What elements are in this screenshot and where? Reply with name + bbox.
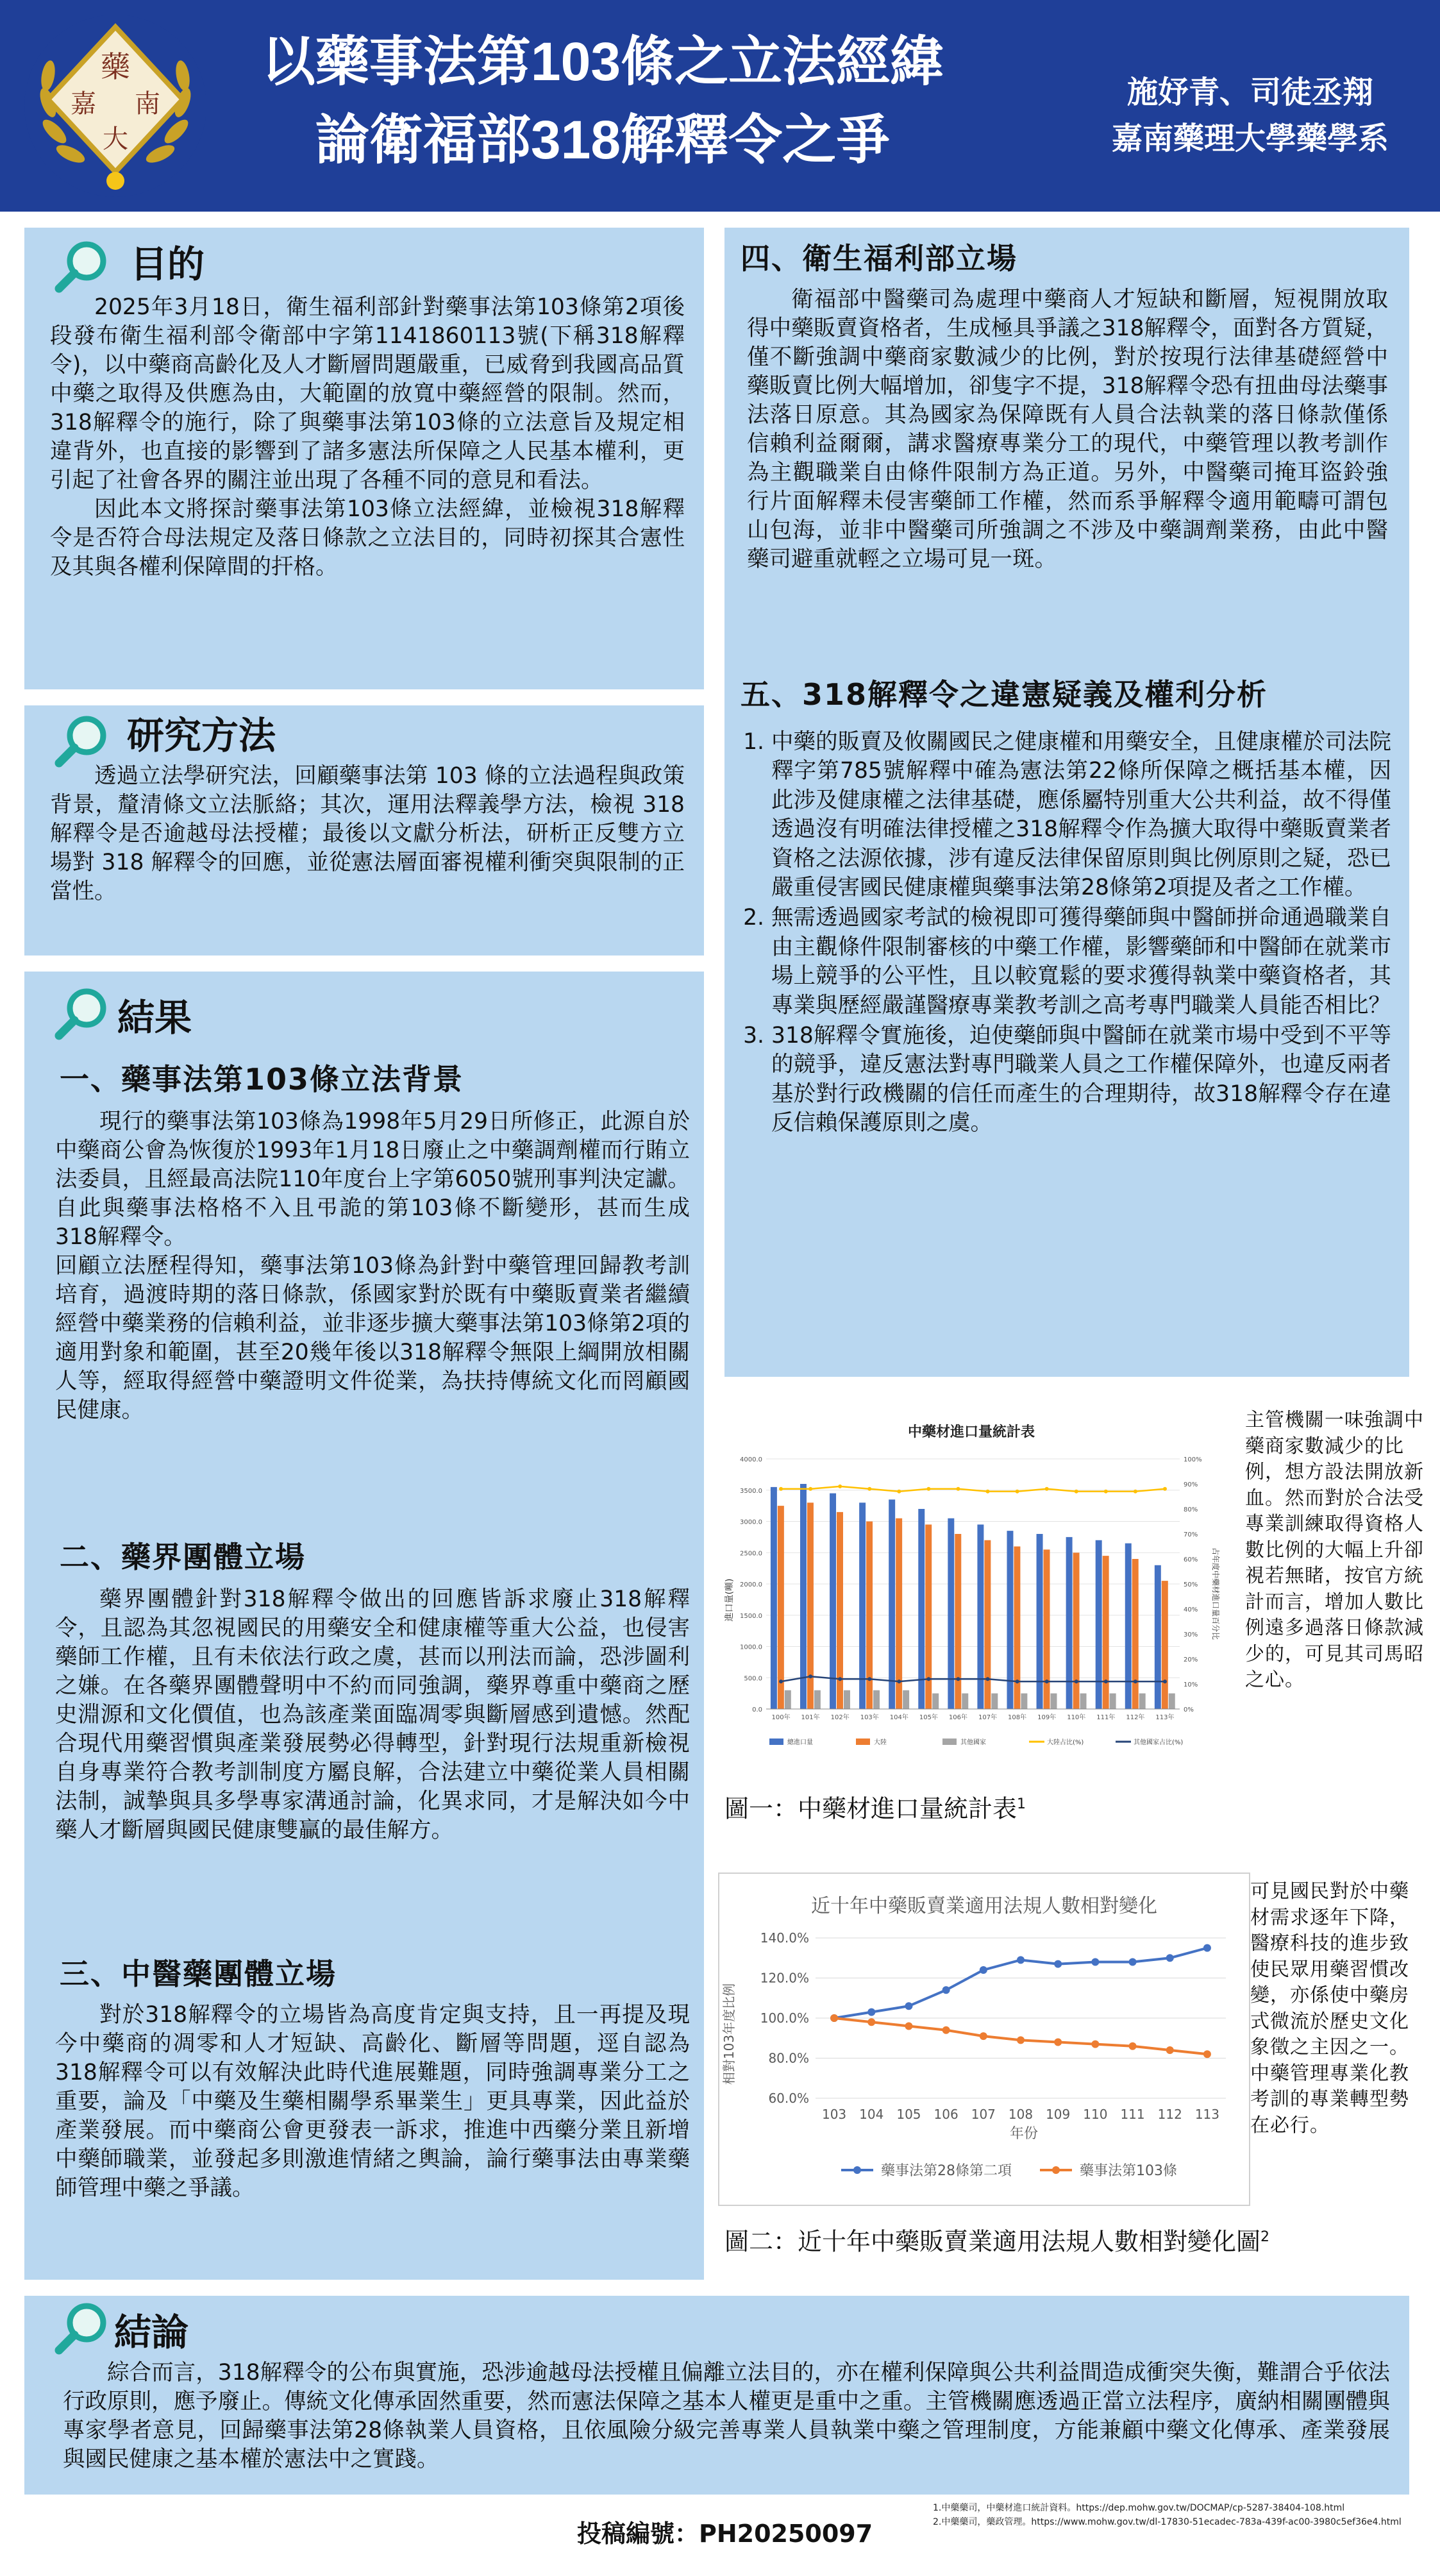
chart1-bar-1 xyxy=(830,1494,836,1709)
chart1-bar-2 xyxy=(1132,1559,1139,1709)
chart1-bar-1 xyxy=(948,1519,954,1709)
chart1-point-2 xyxy=(1045,1679,1049,1683)
purpose-text xyxy=(50,293,685,582)
chart2-point-1 xyxy=(1017,1956,1025,1964)
chart1-y2-tick: 80% xyxy=(1184,1506,1198,1513)
chart2-point-1 xyxy=(980,1966,987,1974)
chart1-bar-3 xyxy=(991,1694,998,1709)
chart2-y-tick: 140.0% xyxy=(760,1930,809,1946)
chart1-y-tick: 2000.0 xyxy=(740,1581,762,1588)
chart1-bar-3 xyxy=(903,1690,909,1709)
university-logo xyxy=(22,13,208,199)
magnifier-icon xyxy=(51,234,115,298)
logo-char-right: 南 xyxy=(135,89,160,119)
results-heading: 結果 xyxy=(117,996,192,1040)
chart1-y-tick: 0.0 xyxy=(752,1706,762,1713)
chart1-bar-2 xyxy=(1103,1556,1109,1709)
chart1-bar-1 xyxy=(1037,1534,1043,1709)
chart2-point-2 xyxy=(980,2032,987,2040)
chart1-x-tick: 113年 xyxy=(1155,1714,1175,1721)
chart1-x-tick: 107年 xyxy=(978,1714,998,1721)
chart2-point-1 xyxy=(1091,1958,1099,1966)
relative-change-chart xyxy=(719,1874,1249,2205)
purpose-paragraph-1: 2025年3月18日，衛生福利部針對藥事法第103條第2項後段發布衛生福利部令衛部中字第1141860113號(下稱318解釋令)，以中藥商高齡化及人才斷層問題嚴重，已威脅到我國高品質中藥之取得及供應為由，大範圍的放寬中藥經營的限制。然而，318解釋令的施行，除了與藥事法第103條的立法意旨及規定相違背外，也直接的影響到了諸多憲法所保障之人民基本權利，更引起了社會各界的關注並出現了各種不同的意見和看法。 xyxy=(50,294,685,493)
chart1-bar-3 xyxy=(1080,1694,1087,1709)
chart2-point-2 xyxy=(1017,2036,1025,2044)
chart1-bar-3 xyxy=(844,1690,850,1709)
chart1-point-2 xyxy=(956,1677,960,1681)
chart1-y-tick: 1000.0 xyxy=(740,1644,762,1651)
chart1-y-tick: 500.0 xyxy=(744,1675,762,1683)
reference-2: 2.中藥藥司，藥政管理。https://www.mohw.gov.tw/dl-17830-51ecadec-783a-439f-ac00-3980c5ef36e4.html xyxy=(933,2517,1402,2527)
mohw-text xyxy=(747,285,1388,574)
chart1-point-1 xyxy=(1016,1490,1019,1494)
chart1-bar-2 xyxy=(984,1540,991,1709)
chart1-bar-3 xyxy=(1110,1694,1116,1709)
chart1-bar-3 xyxy=(1139,1694,1146,1709)
mohw-rights-panel xyxy=(724,228,1409,1377)
rights-item-1: 1. 中藥的販賣及攸關國民之健康權和用藥安全，且健康權於司法院釋字第785號解釋中確為憲法第22條所保障之概括基本權，因此涉及健康權之法律基礎，應係屬特別重大公共利益，故不得僅透過沒有明確法律授權之318解釋令作為擴大取得中藥販賣業者資格之法源依據，涉有違反法律保留原則與比例原則之疑，恐已嚴重侵害國民健康權與藥事法第28條第2項提及者之工作權。 xyxy=(771,728,1391,902)
chart1-bar-3 xyxy=(814,1690,821,1709)
authors: 施妤青、司徒丞翔 xyxy=(1126,74,1373,110)
chart1-bar-1 xyxy=(1125,1544,1132,1709)
chart1-y2-tick: 20% xyxy=(1184,1656,1198,1663)
purpose-heading: 目的 xyxy=(130,242,205,286)
method-heading: 研究方法 xyxy=(127,714,276,757)
magnifier-icon xyxy=(51,981,115,1045)
chart1-legend-swatch xyxy=(856,1738,870,1745)
chart1-y2-tick: 40% xyxy=(1184,1606,1198,1613)
chart1-bar-1 xyxy=(1155,1565,1161,1709)
chart1-x-tick: 100年 xyxy=(771,1714,791,1721)
mohw-paragraph-1: 衛福部中醫藥司為處理中藥商人才短缺和斷層，短視開放取得中藥販賣資格者，生成極具爭議之318解釋令，面對各方質疑，僅不斷強調中藥商家數減少的比例，對於按現行法律基礎經營中藥販賣比例大幅增加，卻隻字不提，318解釋令恐有扭曲母法藥事法落日原意。其為國家為保障既有人員合法執業的落日條款僅係信賴利益爾爾，講求醫療專業分工的現代，中藥管理以教考訓作為主觀職業自由條件限制方為正道。另外，中醫藥司掩耳盜鈴強行片面解釋未侵害藥師工作權，然而系爭解釋令適用範疇可謂包山包海，並非中醫藥司所強調之不涉及中藥調劑業務，由此中醫藥司避重就輕之立場可見一斑。 xyxy=(747,287,1388,572)
chart1-point-2 xyxy=(1134,1679,1137,1683)
import-volume-chart xyxy=(718,1408,1225,1767)
figure2-side-note: 可見國民對於中藥材需求逐年下降，醫療科技的進步致使民眾用藥習慣改變，亦係使中藥房式微流於歷史文化象徵之主因之一。中藥管理專業化教考訓的專業轉型勢在必行。 xyxy=(1250,1880,1409,2137)
chart2-point-1 xyxy=(867,2008,875,2016)
chart2-x-tick: 104 xyxy=(859,2107,884,2122)
chart1-x-tick: 106年 xyxy=(948,1714,968,1721)
chart2-point-1 xyxy=(905,2002,912,2010)
reference-list xyxy=(933,2501,1402,2529)
chart1-y2-tick: 30% xyxy=(1184,1631,1198,1638)
chart2-x-tick: 111 xyxy=(1120,2107,1145,2122)
chart1-x-tick: 103年 xyxy=(860,1714,879,1721)
chart1-bar-3 xyxy=(932,1694,939,1709)
chart1-point-1 xyxy=(838,1485,842,1488)
chart2-x-tick: 105 xyxy=(896,2107,921,2122)
chart1-bar-2 xyxy=(1044,1549,1050,1709)
chart2-point-2 xyxy=(942,2026,950,2034)
chart1-point-1 xyxy=(808,1487,812,1491)
chart1-point-2 xyxy=(779,1679,783,1683)
chart2-point-2 xyxy=(867,2018,875,2026)
chart1-bar-1 xyxy=(859,1503,866,1709)
chart2-title: 近十年中藥販賣業適用法規人數相對變化 xyxy=(811,1895,1157,1917)
chart2-y-tick: 60.0% xyxy=(768,2091,809,2106)
figure2-caption-ref: 2 xyxy=(1260,2229,1270,2245)
chart1-bar-2 xyxy=(1073,1553,1080,1709)
chart1-y2-tick: 0% xyxy=(1184,1706,1194,1713)
chart1-bar-1 xyxy=(889,1499,895,1709)
chart1-point-1 xyxy=(926,1487,930,1491)
magnifier-icon xyxy=(51,2296,115,2360)
results-section-2 xyxy=(55,1585,690,1845)
chart2-x-tick: 110 xyxy=(1083,2107,1108,2122)
chart2-point-2 xyxy=(905,2023,912,2030)
chart1-y-tick: 2500.0 xyxy=(740,1550,762,1558)
chart1-y-label: 進口量(噸) xyxy=(724,1578,735,1622)
chart1-bar-3 xyxy=(962,1694,968,1709)
rights-item-3: 3. 318解釋令實施後，迫使藥師與中醫師在就業市場中受到不平等的競爭，違反憲法對專門職業人員之工作權保障外，也違反兩者基於對行政機關的信任而產生的合理期待，故318解釋令存在違反信賴保護原則之虞。 xyxy=(771,1022,1391,1138)
results-panel xyxy=(24,972,704,2280)
chart1-x-tick: 112年 xyxy=(1126,1714,1145,1721)
chart1-y2-tick: 10% xyxy=(1184,1681,1198,1688)
chart1-point-2 xyxy=(986,1677,990,1681)
chart1-y2-tick: 100% xyxy=(1184,1456,1202,1463)
poster-title-line1: 以藥事法第103條之立法經緯 xyxy=(261,31,944,92)
poster-title-line2: 論衛福部318解釋令之爭 xyxy=(315,110,891,170)
chart1-point-1 xyxy=(956,1487,960,1491)
chart1-bar-2 xyxy=(955,1534,961,1709)
figure2-caption xyxy=(724,2222,1269,2257)
purpose-panel xyxy=(24,228,704,689)
chart1-point-1 xyxy=(1163,1487,1167,1491)
chart1-bar-2 xyxy=(1014,1547,1020,1710)
chart1-bar-1 xyxy=(771,1487,777,1709)
logo-char-top: 藥 xyxy=(101,49,130,84)
chart2-point-1 xyxy=(942,1986,950,1994)
chart1-bar-1 xyxy=(1066,1537,1073,1709)
chart1-point-1 xyxy=(986,1490,990,1494)
figure2-panel xyxy=(718,1873,1250,2206)
chart1-legend-swatch xyxy=(942,1738,957,1745)
chart1-point-2 xyxy=(1016,1679,1019,1683)
chart1-point-2 xyxy=(808,1674,812,1678)
chart2-y-tick: 120.0% xyxy=(760,1970,809,1986)
chart1-y-tick: 4000.0 xyxy=(740,1456,762,1463)
chart1-point-1 xyxy=(779,1487,783,1491)
logo-char-bottom: 大 xyxy=(103,124,128,154)
chart2-x-tick: 106 xyxy=(933,2107,959,2122)
chart1-point-1 xyxy=(867,1487,871,1491)
chart1-point-1 xyxy=(897,1490,901,1494)
chart2-point-1 xyxy=(1203,1944,1211,1952)
chart1-x-tick: 105年 xyxy=(919,1714,938,1721)
chart1-y-tick: 1500.0 xyxy=(740,1612,762,1620)
chart1-x-tick: 104年 xyxy=(889,1714,908,1721)
chart1-point-1 xyxy=(1104,1490,1108,1494)
method-text xyxy=(50,762,685,906)
chart2-x-tick: 113 xyxy=(1194,2107,1220,2122)
chart1-y2-tick: 70% xyxy=(1184,1531,1198,1538)
chart1-bar-3 xyxy=(1050,1694,1057,1709)
figure2-caption-text: 圖二：近十年中藥販賣業適用法規人數相對變化圖 xyxy=(724,2227,1261,2256)
conclusion-text xyxy=(63,2359,1390,2474)
chart2-point-2 xyxy=(1129,2042,1137,2050)
chart2-x-tick: 108 xyxy=(1008,2107,1034,2122)
chart1-point-1 xyxy=(1134,1490,1137,1494)
chart1-legend-label: 大陸占比(%) xyxy=(1047,1739,1084,1746)
method-panel xyxy=(24,705,704,955)
chart1-point-2 xyxy=(897,1679,901,1683)
chart1-bar-2 xyxy=(1162,1581,1168,1709)
flower-icon xyxy=(106,172,124,190)
figure1-panel xyxy=(718,1408,1225,1767)
chart1-point-2 xyxy=(867,1677,871,1681)
results-subheading-3: 三、中醫藥團體立場 xyxy=(60,1957,337,1991)
chart2-x-label: 年份 xyxy=(1009,2126,1039,2142)
chart1-x-tick: 109年 xyxy=(1037,1714,1057,1721)
results-subheading-2: 二、藥界團體立場 xyxy=(60,1540,306,1574)
chart2-point-1 xyxy=(1166,1954,1174,1962)
conclusion-panel xyxy=(24,2296,1409,2495)
figure1-caption-text: 圖一：中藥材進口量統計表 xyxy=(724,1794,1017,1823)
chart1-x-tick: 102年 xyxy=(830,1714,850,1721)
chart2-x-tick: 103 xyxy=(821,2107,847,2122)
mohw-heading: 四、衛生福利部立場 xyxy=(741,241,1017,276)
poster-header xyxy=(0,0,1440,212)
purpose-paragraph-2: 因此本文將探討藥事法第103條立法經緯，並檢視318解釋令是否符合母法規定及落日條款之立法目的，同時初探其合憲性及其與各權利保障間的扞格。 xyxy=(50,496,685,580)
chart2-y-tick: 100.0% xyxy=(760,2010,809,2026)
chart2-x-tick: 112 xyxy=(1157,2107,1182,2122)
chart1-title: 中藥材進口量統計表 xyxy=(907,1424,1035,1440)
chart2-legend-label: 藥事法第28條第二項 xyxy=(881,2163,1012,2179)
chart1-bar-3 xyxy=(873,1690,880,1709)
figure1-side-note: 主管機關一味強調中藥商家數減少的比例，想方設法開放新血。然而對於合法受專業訓練取得資格人數比例的大幅上升卻視若無睹，按官方統計而言，增加人數比例遠多過落日條款減少的，可見其司馬昭之心。 xyxy=(1245,1409,1424,1691)
chart1-x-tick: 111年 xyxy=(1096,1714,1116,1721)
chart2-legend-marker xyxy=(853,2166,861,2174)
chart2-y-label: 相對103年度比例 xyxy=(721,1983,737,2085)
chart2-y-tick: 80.0% xyxy=(768,2050,809,2066)
chart1-point-1 xyxy=(1045,1487,1049,1491)
chart1-x-tick: 101年 xyxy=(801,1714,820,1721)
logo-char-left: 嘉 xyxy=(71,89,96,119)
chart1-bar-2 xyxy=(925,1524,932,1709)
rights-heading: 五、318解釋令之違憲疑義及權利分析 xyxy=(741,677,1268,712)
chart1-legend-label: 大陸 xyxy=(874,1739,887,1746)
chart1-point-1 xyxy=(1075,1490,1078,1494)
rights-item-2: 2. 無需透過國家考試的檢視即可獲得藥師與中醫師拼命通過職業自由主觀條件限制審核的中藥工作權，影響藥師和中醫師在就業市場上競爭的公平性，且以較寬鬆的要求獲得執業中藥資格者，其專業與歷經嚴謹醫療專業教考訓之高考專門職業人員能否相比？ xyxy=(771,904,1391,1020)
chart1-legend-label: 其他國家 xyxy=(960,1739,986,1746)
results-s1-paragraph-2: 回顧立法歷程得知，藥事法第103條為針對中藥管理回歸教考訓培育，過渡時期的落日條款，係國家對於既有中藥販賣業者繼續經營中藥業務的信賴利益，並非逐步擴大藥事法第103條第2項的適用對象和範圍，甚至20幾年後以318解釋令無限上綱開放相關人等，經取得經營中藥證明文件從業，為扶持傳統文化而罔顧國民健康。 xyxy=(55,1253,690,1423)
chart1-bar-3 xyxy=(1021,1694,1027,1709)
results-section-1 xyxy=(55,1107,690,1425)
method-paragraph-1: 透過立法學研究法，回顧藥事法第 103 條的立法過程與政策背景，釐清條文立法脈絡；其次，運用法釋義學方法，檢視 318 解釋令是否逾越母法授權；最後以文獻分析法，研析正反雙方立場對 318 解釋令的回應，並從憲法層面審視權利衝突與限制的正當性。 xyxy=(50,763,685,904)
chart2-point-2 xyxy=(830,2014,838,2022)
chart1-x-tick: 108年 xyxy=(1008,1714,1027,1721)
chart2-point-1 xyxy=(1054,1960,1062,1968)
chart1-bar-1 xyxy=(1096,1540,1102,1709)
results-s2-paragraph-1: 藥界團體針對318解釋令做出的回應皆訴求廢止318解釋令，且認為其忽視國民的用藥安全和健康權等重大公益，也侵害藥師工作權，且有未依法行政之虞，甚而以刑法而論，恐涉圖利之嫌。在各藥界團體聲明中不約而同強調，藥界尊重中藥商之歷史淵源和文化價值，也為該產業面臨凋零與斷層感到遺憾。然配合現代用藥習慣與產業發展勢必得轉型，針對現行法規重新檢視自身專業符合教考訓制度方屬良解，合法建立中藥從業人員相關法制，誠摯與具多學專家溝通討論，化異求同，才是解決如今中藥人才斷層與國民健康雙贏的最佳解方。 xyxy=(55,1587,690,1843)
chart1-legend-label: 其他國家占比(%) xyxy=(1134,1739,1184,1746)
chart1-point-2 xyxy=(1163,1679,1167,1683)
conclusion-paragraph-1: 綜合而言，318解釋令的公布與實施，恐涉逾越母法授權且偏離立法目的，亦在權利保障與公共利益間造成衝突失衡，難謂合乎依法行政原則，應予廢止。傳統文化傳承固然重要，然而憲法保障之基本人權更是重中之重。主管機關應透過正當立法程序，廣納相關團體與專家學者意見，回歸藥事法第28條執業人員資格，且依風險分級完善專業人員執業中藥之管理制度，方能兼顧中藥文化傳承、產業發展與國民健康之基本權於憲法中之實踐。 xyxy=(63,2360,1390,2472)
chart2-point-2 xyxy=(1091,2041,1099,2048)
figure1-caption xyxy=(724,1789,1026,1824)
chart1-legend-label: 總進口量 xyxy=(787,1739,813,1746)
results-section-3 xyxy=(55,2001,690,2203)
chart1-y2-tick: 60% xyxy=(1184,1556,1198,1563)
chart1-bar-3 xyxy=(1169,1694,1175,1709)
chart1-y-tick: 3500.0 xyxy=(740,1487,762,1495)
chart1-point-2 xyxy=(1075,1679,1078,1683)
chart2-x-tick: 109 xyxy=(1046,2107,1071,2122)
chart1-y2-tick: 90% xyxy=(1184,1481,1198,1488)
chart1-legend-swatch xyxy=(769,1738,783,1745)
submission-code: 投稿編號：PH20250097 xyxy=(577,2520,873,2548)
chart2-legend-marker xyxy=(1052,2166,1060,2174)
conclusion-heading: 結論 xyxy=(114,2311,189,2354)
poster-title xyxy=(231,22,975,179)
chart2-legend-label: 藥事法第103條 xyxy=(1080,2163,1177,2179)
chart1-point-2 xyxy=(838,1677,842,1681)
results-subheading-1: 一、藥事法第103條立法背景 xyxy=(60,1062,464,1097)
chart1-x-tick: 110年 xyxy=(1067,1714,1086,1721)
author-block xyxy=(1077,69,1423,162)
reference-1: 1.中藥藥司，中藥材進口統計資料。https://dep.mohw.gov.tw/DOCMAP/cp-5287-38404-108.html xyxy=(933,2503,1345,2513)
chart2-point-2 xyxy=(1203,2050,1211,2058)
chart2-point-2 xyxy=(1166,2046,1174,2054)
rights-list xyxy=(734,728,1391,1140)
chart2-point-1 xyxy=(1129,1958,1137,1966)
chart1-point-2 xyxy=(926,1677,930,1681)
chart1-bar-3 xyxy=(785,1690,791,1709)
affiliation: 嘉南藥理大學藥學系 xyxy=(1111,121,1389,156)
results-s1-paragraph-1: 現行的藥事法第103條為1998年5月29日所修正，此源自於中藥商公會為恢復於1993年1月18日廢止之中藥調劑權而行賄立法委員，且經最高法院110年度台上字第6050號刑事判決定讞。自此與藥事法格格不入且弔詭的第103條不斷變形，甚而生成318解釋令。 xyxy=(55,1109,690,1250)
chart1-bar-1 xyxy=(1007,1531,1013,1709)
chart1-y2-label: 占年度中藥材進口量百分比 xyxy=(1211,1547,1220,1640)
chart1-y2-tick: 50% xyxy=(1184,1581,1198,1588)
chart1-bar-1 xyxy=(977,1524,984,1709)
chart2-point-2 xyxy=(1054,2039,1062,2046)
results-s3-paragraph-1: 對於318解釋令的立場皆為高度肯定與支持，且一再提及現今中藥商的凋零和人才短缺、高齡化、斷層等問題，逕自認為318解釋令可以有效解決此時代進展難題，同時強調專業分工之重要，論及「中藥及生藥相關學系畢業生」更具專業，因此益於產業發展。而中藥商公會更發表一訴求，推進中西藥分業且新增中藥師職業，並發起多則激進情緒之輿論，論行藥事法由專業藥師管理中藥之爭議。 xyxy=(55,2002,690,2201)
figure1-caption-ref: 1 xyxy=(1017,1796,1026,1812)
chart2-x-tick: 107 xyxy=(971,2107,996,2122)
chart1-bar-2 xyxy=(778,1506,784,1709)
chart1-y-tick: 3000.0 xyxy=(740,1519,762,1526)
chart1-point-2 xyxy=(1104,1679,1108,1683)
chart1-bar-1 xyxy=(800,1484,807,1709)
